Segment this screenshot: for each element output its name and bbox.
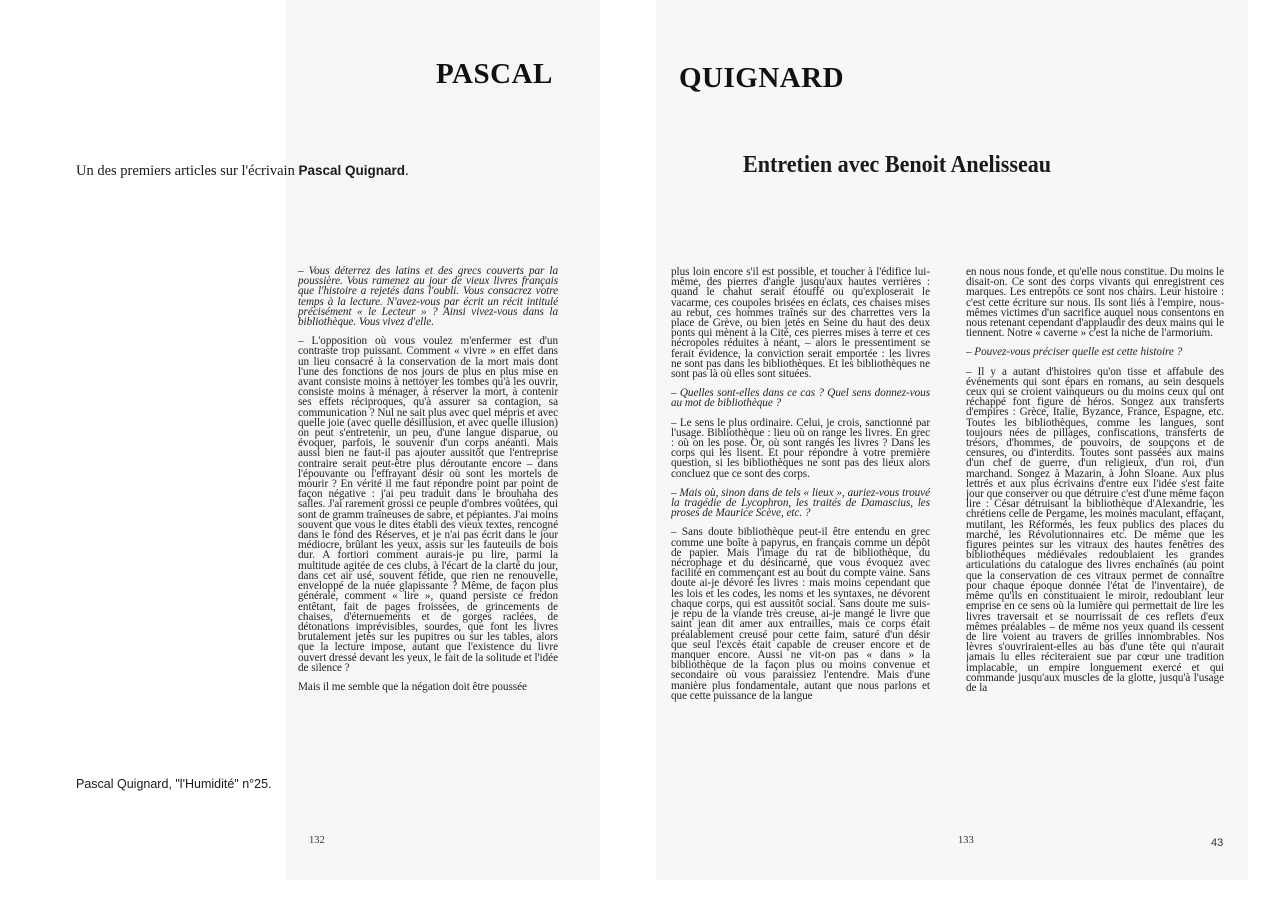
- folio-right: 133: [958, 835, 974, 846]
- folio-outer: 43: [1211, 837, 1224, 849]
- interview-answer: – Le sens le plus ordinaire. Celui, je crois, sanctionné par l'usage. Bibliothèque : lieu où on range les livres. En grec : où on les pose. Or, où sont rangés les livres ? Dans les corps qui les lisent. Et pour répondre à votre première question, si les bibliothèques ne sont pas des lieux alors concluez que ce sont des corps.: [671, 416, 930, 480]
- text-column-right: [966, 267, 1224, 813]
- interview-question: – Vous déterrez des latins et des grecs couverts par la poussière. Vous ramenez au jour de vieux livres français que l'histoire a rejetés dans l'oubli. Vous consacrez votre temps à la lecture. N'avez-vous par écrit un récit intitulé précisément « le Lecteur » ? Ainsi vivez-vous dans la bibliothèque. Vous vivez d'elle.: [298, 266, 558, 329]
- caption-bottom: Pascal Quignard, "l'Humidité" n°25.: [76, 777, 272, 791]
- folio-left: 132: [309, 835, 325, 846]
- interview-answer: – Il y a autant d'histoires qu'on tisse et affabule des événements qui sont épars en romans, au sein desquels ceux qui se croient vainqueurs ou du moins ceux qui ont réchappé font figure de héros. Songez aux transferts d'empires : Grèce, Italie, Byzance, France, Espagne, etc. Toutes les bibliothèques, comme les langues, sont toujours nées de pillages, confiscations, transferts de trésors, d'hommes, de pouvoirs, de soupçons et de censures, ou d'interdits. Toutes sont passées aux mains d'un chef de guerre, d'un religieux, d'un roi, d'un marchand. Songez à Mazarin, à John Sloane. Aux plus lettrés et aux plus écrivains d'entre eux l'idée s'est faite jour que conserver ou que détruire c'est d'une même façon lire : César détruisant la bibliothèque d'Alexandrie, les chrétiens celle de Pergame, les moines maculant, effaçant, mutilant, les Réformés, les feux publics des places du marché, les Révolutionnaires etc. De même que les figures peintes sur les vitraux des hautes fenêtres des bibliothèques médiévales redoublaient les grandes articulations du catalogue des livres enchaînés (au point que la conservation de ces vitraux permet de connaître pour chaque époque donnée l'état de l'inventaire), de même qu'ils en constituaient le miroir, redoublant leur emprise en ce sens où la lumière qui permettait de lire les livres traversait et se nourrissait de ces reflets d'eux mêmes préalables – de même nos yeux quand ils cessent de lire voient au travers de grilles innombrables. Nos lèvres s'ouvriraient-elles au bas d'une tête qui n'aurait jamais lu elles réciteraient sue par cœur une tradition implacable, un empire longuement exercé et qui commande jusqu'aux muscles de la glotte, jusqu'à l'usage de la: [966, 365, 1224, 694]
- interview-answer: Mais il me semble que la négation doit être poussée: [298, 680, 527, 693]
- caption-top-author: Pascal Quignard: [298, 163, 405, 178]
- interview-answer: – Sans doute bibliothèque peut-il être entendu en grec comme une boîte à papyrus, en français comme un dépôt de papier. Mais l'image du rat de bibliothèque, du nécrophage et du désincarné, que vous évoquez avec facilité en commençant est au bout du compte vaine. Sans doute ai-je dévoré les livres : mais moins cependant que les lois et les codes, les noms et les syntaxes, ne dévorent chaque corps, qui est aussitôt social. Sans doute me suis-je repu de la viande très creuse, ai-je mangé le livre que saint jean dit amer aux entrailles, mais ce corps était préalablement creusé pour cette faim, saturé d'un désir que seul l'excès était capable de creuser encore et de manquer encore. Aussi ne vit-on pas « dans » la bibliothèque de la façon plus ou moins convenue et secondaire où vous paraissiez l'entendre. Mais d'une manière plus fondamentale, autant que nous parlons et que cette puissance de la langue: [671, 526, 930, 702]
- article-subtitle: Entretien avec Benoit Anelisseau: [743, 152, 1052, 178]
- interview-answer: – L'opposition où vous voulez m'enfermer est d'un contraste trop puissant. Comment « vivre » en effet dans un lieu consacré à la conservation de la mort mais dont l'une des fonctions de nos jours de plus en plus mise en avant consiste moins à nettoyer les tombes qu'à les ouvrir, consiste moins à ménager, à réserver la mort, à contenir ses effets réciproques, qu'à assurer sa contagion, sa communication ? Nul ne sait plus avec quel mépris et avec quelle joie (avec quelle désillusion, et avec quelle illusion) on peut s'entretenir, un peu, d'une langue disparue, ou évoquer, parfois, le souvenir d'un corps anéanti. Mais aussi bien ne faut-il pas ajouter aussitôt que l'entreprise contraire serait peut-être plus déroutante encore – dans l'épouvante ou l'effrayant désir où sont les mortels de mourir ? En vérité il me faut répondre point par point de façon négative : j'ai peu traduit dans le brouhaha des salles. J'ai rarement grossi ce peuple d'ombres voûtées, qui sont de gramm traîneuses de sabre, et pépiantes. J'ai moins souvent que vous le dites établi des vieux textes, rencogné dans le fond des Réserves, et je n'ai pas écrit dans le jour médiocre, brûlant les yeux, assis sur les fauteuils de bois dur. A fortiori comment aurais-je pu lire, parmi la multitude agitée de ces clubs, à l'écart de la clarté du jour, dans cet air usé, souvent fétide, que rien ne renouvelle, enveloppé de la nuée glapissante ? Même, de façon plus générale, comment « lire », quand persiste ce fredon entêtant, fait de pages froissées, de grincements de chaises, d'éternuements et de gorges raclées, de détonations imprévisibles, sourdes, que font les livres brutalement jetés sur les pupitres ou sur les tables, alors que la lecture impose, autant que l'existence du livre ouvert dressé devant les yeux, le fait de la solitude et l'idée de silence ?: [298, 335, 558, 674]
- interview-question: – Pouvez-vous préciser quelle est cette histoire ?: [966, 346, 1183, 359]
- text-column-middle: [671, 267, 930, 813]
- interview-question: – Quelles sont-elles dans ce cas ? Quel sens donnez-vous au mot de bibliothèque ?: [671, 387, 930, 410]
- text-column-left: [298, 266, 558, 814]
- interview-question: – Mais où, sinon dans de tels « lieux », auriez-vous trouvé la tragédie de Lycophron, les traités de Damascius, les proses de Maurice Scève, etc. ?: [671, 486, 930, 520]
- title-last-name: QUIGNARD: [679, 62, 845, 94]
- caption-top-suffix: .: [405, 163, 409, 179]
- caption-top: [76, 163, 409, 180]
- interview-answer: en nous nous fonde, et qu'elle nous constitue. Du moins le disait-on. Ce sont des corps vivants qui enregistrent ces marques. Les entrepôts ce sont nos chairs. Leur histoire : c'est cette écriture sur nous. Ils sont liés à l'empire, nous-mêmes victimes d'un sacrifice auquel nous consentons en nous retenant cependant d'applaudir des deux mains qui le tiennent. Notre « caverne » c'est la niche de l'armorium.: [966, 267, 1224, 340]
- interview-answer: plus loin encore s'il est possible, et toucher à l'édifice lui-même, des pierres d'angle jusqu'aux hautes verrières : quand le chahut serait étouffé ou qu'exploserait le vacarme, ces coupoles brisées en éclats, ces chaises mises au rebut, ces hommes traînés sur des charrettes vers la place de Grève, ou bien jetés en Seine du haut des deux ponts qui mènent à la Cité, ces pierres mises à terre et ces nécropoles réduites à néant, – alors le pressentiment se ferait évidence, la conviction serait emportée : les livres ne sont pas dans les bibliothèques. Et les bibliothèques ne sont pas là où elles sont situées.: [671, 267, 930, 381]
- caption-top-prefix: Un des premiers articles sur l'écrivain: [76, 163, 295, 179]
- title-first-name: PASCAL: [436, 58, 553, 90]
